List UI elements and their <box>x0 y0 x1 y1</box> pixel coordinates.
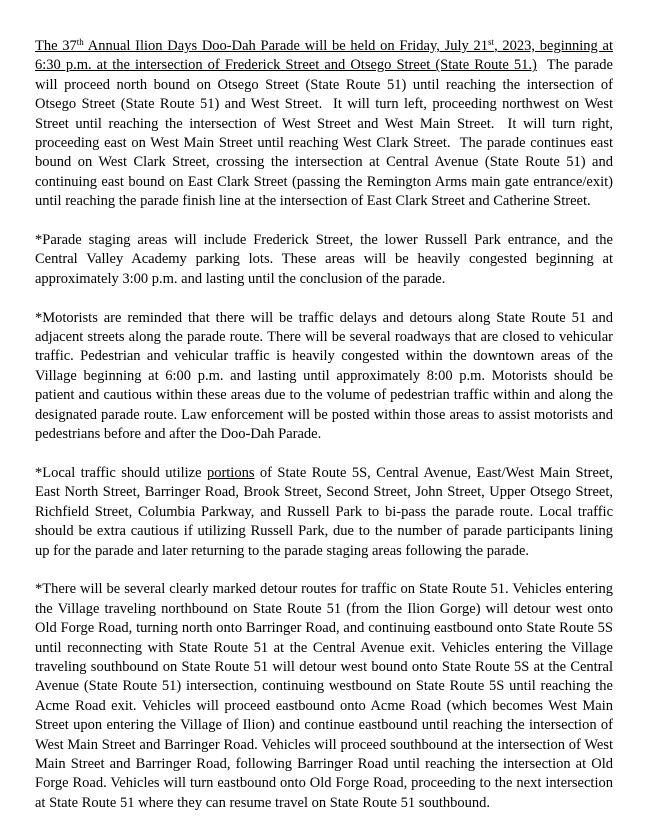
parade-route-text: The parade will proceed north bound on Otsego Street (State Route 51) until reaching the intersection of Otsego Street (State Route 51) and West Street. It will turn left, proceeding northwest on West Street until reaching the intersection of West Street and West Main Street. It will turn right, proceeding east on West Main Street until reaching West Clark Street. The parade continues east bound on West Clark Street, crossing the intersection at Central Avenue (State Route 51) and continuing east bound on East Clark Street (passing the Remington Arms main gate entrance/exit) until reaching the parade finish line at the intersection of East Clark Street and Catherine Street. <box>35 57 617 210</box>
headline-part-a: The 37 <box>35 38 77 54</box>
headline-ordinal-th: th <box>76 37 84 47</box>
parade-notice-document <box>35 37 617 833</box>
local-traffic-text-a: *Local traffic should utilize <box>35 464 207 481</box>
staging-paragraph: *Parade staging areas will include Frederick Street, the lower Russell Park entrance, and the Central Valley Academy parking lots. These areas will be heavily congested beginning at approximately 3:00 p.m. and lasting until the conclusion of the parade. <box>35 232 613 287</box>
parade-headline <box>35 38 613 73</box>
detours-paragraph: *There will be several clearly marked detour routes for traffic on State Route 51. Vehicles entering the Village traveling northbound on State Route 51 (from the Ilion Gorge) will detour west onto Old Forge Road, turning north onto Barringer Road, and continuing eastbound onto State Route 5S until reconnecting with State Route 51 at the Central Avenue exit. Vehicles entering the Village traveling southbound on State Route 51 will detour west bound onto State Route 5S at the Central Avenue (State Route 51) intersection, continuing westbound on State Route 5S until reaching the Acme Road exit. Vehicles will proceed eastbound onto Acme Road (which becomes West Main Street upon entering the Village of Ilion) and continue eastbound until reaching the intersection of West Main Street and Barringer Road. Vehicles will proceed southbound at the intersection of West Main Street and Barringer Road, following Barringer Road until reaching the intersection at Old Forge Road. Vehicles will turn eastbound onto Old Forge Road, proceeding to the next intersection at State Route 51 where they can resume travel on State Route 51 southbound. <box>35 581 613 811</box>
intro-paragraph <box>35 37 617 212</box>
local-traffic-text-b: of State Route 5S, Central Avenue, East/West Main Street, East North Street, Barringer Road, Brook Street, Second Street, John Street, Upper Otsego Street, Richfield Street, Columbia Parkway, and Russell Park to bi-pass the parade route. Local traffic should be extra cautious if utilizing Russell Park, due to the number of parade participants lining up for the parade and later returning to the parade staging areas following the parade. <box>35 464 613 559</box>
motorists-paragraph: *Motorists are reminded that there will be traffic delays and detours along State Route 51 and adjacent streets along the parade route. There will be several roadways that are closed to vehicular traffic. Pedestrian and vehicular traffic is heavily congested within the downtown areas of the Village beginning at 6:00 p.m. and lasting until approximately 8:00 p.m. Motorists should be patient and cautious within these areas due to the volume of pedestrian traffic within and along the designated parade route. Law enforcement will be posted within those areas to assist motorists and pedestrians before and after the Doo-Dah Parade. <box>35 309 613 443</box>
headline-ordinal-st: st <box>488 37 495 47</box>
local-traffic-paragraph <box>35 464 613 561</box>
headline-part-b: Annual Ilion Days Doo-Dah Parade will be held on Friday, July 21 <box>83 38 489 54</box>
headline-part-c: , 2023, beginning at 6:30 p.m. at the intersection of Frederick Street and Otsego Street (State Route 51.) <box>35 38 613 74</box>
portions-underlined-word: portions <box>206 464 255 481</box>
